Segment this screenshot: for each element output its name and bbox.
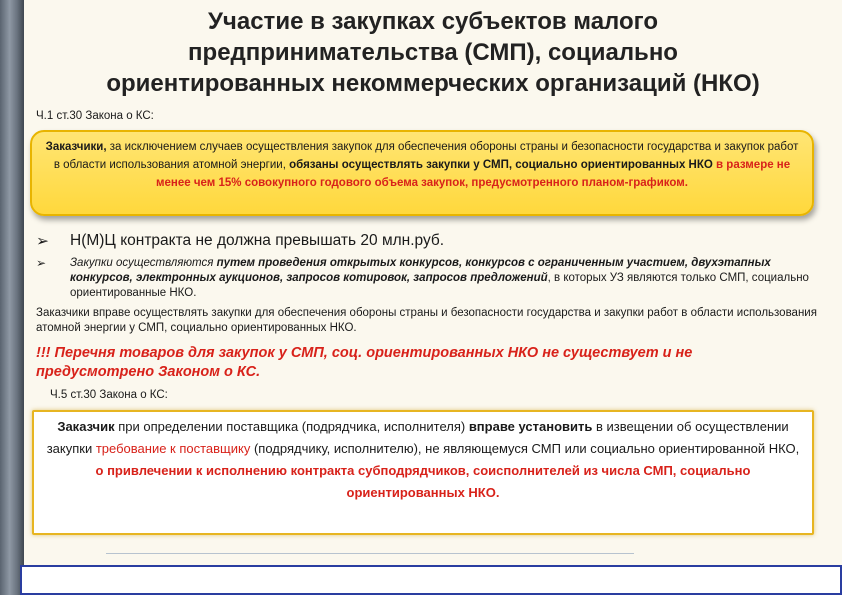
slide-title bbox=[24, 6, 842, 99]
divider-line bbox=[106, 553, 634, 554]
footer-frame bbox=[20, 565, 842, 595]
white-box-text-2: в извещении об осуществлении закупки bbox=[46, 419, 789, 456]
arrow-bullet-icon: ➢ bbox=[36, 256, 47, 270]
title-line-2: предпринимательства (СМП), социально bbox=[188, 39, 678, 66]
bullet-price-limit bbox=[36, 232, 816, 250]
slide-left-bar bbox=[0, 0, 24, 595]
white-box-right: вправе установить bbox=[468, 419, 593, 434]
bullet-price-limit-text: Н(М)Ц контракта не должна превышать 20 млн.руб. bbox=[70, 232, 445, 249]
yellow-box-obligation: обязаны осуществлять закупки у СМП, социально ориентированных НКО bbox=[289, 159, 717, 171]
right-to-procure-paragraph: Заказчики вправе осуществлять закупки для обеспечения обороны страны и безопасности государства и закупки работ в области использования атомной энергии у СМП, социально ориентированных НКО. bbox=[36, 307, 817, 334]
arrow-bullet-icon: ➢ bbox=[36, 233, 49, 250]
warning-no-goods-list: !!! Перечня товаров для закупок у СМП, соц. ориентированных НКО не существует и не предусмотрено Законом о КС. bbox=[36, 345, 693, 380]
white-box-text-3: (подрядчику, исполнителю), не являющемуся СМП или социально ориентированной НКО, bbox=[250, 441, 800, 456]
white-box-text-1: при определении поставщика (подрядчика, исполнителя) bbox=[114, 419, 469, 434]
white-box-subcontractors: о привлечении к исполнению контракта субподрядчиков, соисполнителей из числа СМП, социально ориентированных НКО. bbox=[95, 463, 751, 500]
white-box-subject: Заказчик bbox=[57, 419, 115, 434]
bullet-methods-text bbox=[70, 256, 812, 301]
bullet-methods-list: путем проведения открытых конкурсов, конкурсов с ограниченным участием, двухэтапных конкурсов, электронных аукционов, запросов котировок, запросов предложений bbox=[70, 257, 771, 284]
bullet-methods-tail: , в которых УЗ являются только СМП, социально ориентированные НКО. bbox=[70, 272, 809, 299]
title-line-3: ориентированных некоммерческих организаций (НКО) bbox=[106, 70, 760, 97]
yellow-box-text: за исключением случаев осуществления закупок для обеспечения обороны страны и безопасности государства и закупок работ в области использования атомной энергии, bbox=[53, 141, 799, 171]
law-reference-2: Ч.5 ст.30 Закона о КС: bbox=[50, 389, 168, 401]
bullet-procurement-methods bbox=[36, 256, 812, 301]
bullet-methods-intro: Закупки осуществляются bbox=[70, 257, 217, 269]
title-line-1: Участие в закупках субъектов малого bbox=[208, 8, 658, 35]
subcontractor-requirement-box bbox=[32, 410, 814, 535]
yellow-box-requirement: в размере не менее чем 15% совокупного годового объема закупок, предусмотренного планом-графиком. bbox=[156, 159, 791, 189]
white-box-requirement: требование к поставщику bbox=[95, 441, 251, 456]
yellow-box-subject: Заказчики, bbox=[45, 141, 107, 153]
law-reference-1: Ч.1 ст.30 Закона о КС: bbox=[36, 110, 154, 122]
yellow-highlight-box bbox=[30, 130, 814, 216]
